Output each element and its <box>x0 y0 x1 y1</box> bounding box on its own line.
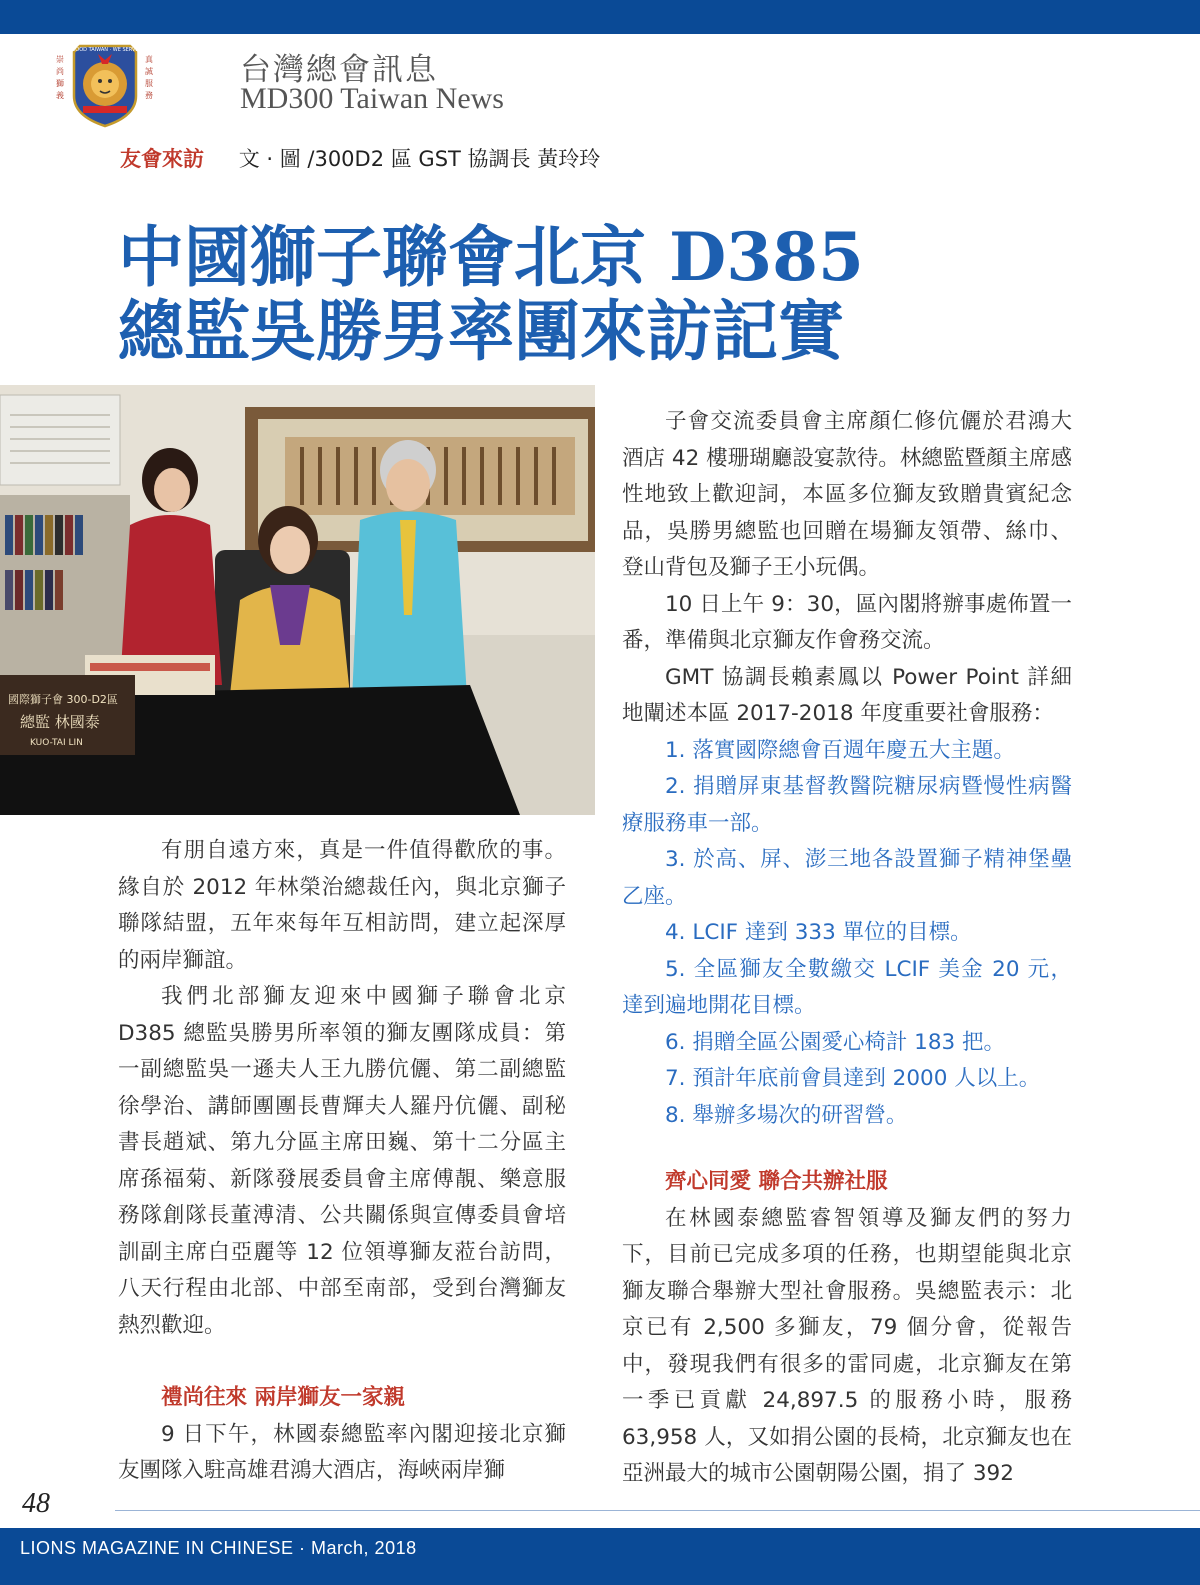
top-color-bar <box>0 0 1200 34</box>
svg-text:務: 務 <box>145 91 153 100</box>
list-item: 5. 全區獅友全數繳交 LCIF 美金 20 元，達到遍地開花目標。 <box>622 956 1072 1018</box>
page-number: 48 <box>22 1488 50 1519</box>
lions-md300-logo <box>50 40 160 128</box>
svg-text:真: 真 <box>145 55 153 64</box>
svg-text:義: 義 <box>56 91 64 100</box>
byline <box>120 143 600 173</box>
svg-text:GOOD TAIWAN · WE SERVE: GOOD TAIWAN · WE SERVE <box>71 47 139 53</box>
list-item: 4. LCIF 達到 333 單位的目標。 <box>665 920 972 945</box>
paragraph: 在林國泰總監睿智領導及獅友們的努力下，目前已完成多項的任務，也期望能與北京獅友聯合舉辦大型社會服務。吳總監表示：北京已有 2,500 多獅友，79 個分會，從報告中，發現我們有很多的雷同處，北京獅友在第一季已貢獻 24,897.5 的服務小時，服務 63,958 人，又如捐公園的長椅，北京獅友也在亞洲最大的城市公園朝陽公園，捐了 392 <box>622 1205 1072 1486</box>
article-title-line-1: 中國獅子聯會北京 D385 <box>118 218 864 296</box>
section-title-en: MD300 Taiwan News <box>240 82 504 115</box>
section-title-zh: 台灣總會訊息 <box>240 52 438 88</box>
paragraph: 子會交流委員會主席顏仁修伉儷於君鴻大酒店 42 樓珊瑚廳設宴款待。林總監暨顏主席感性地致上歡迎詞，本區多位獅友致贈貴賓紀念品，吳勝男總監也回贈在場獅友領帶、絲巾、登山背包及獅子王小玩偶。 <box>622 409 1072 580</box>
list-item: 2. 捐贈屏東基督教醫院糖尿病暨慢性病醫療服務車一部。 <box>622 774 1072 836</box>
svg-text:崇: 崇 <box>56 55 64 64</box>
paragraph: 9 日下午，林國泰總監率內閣迎接北京獅友團隊入駐高雄君鴻大酒店，海峽兩岸獅 <box>118 1421 566 1483</box>
article-title-line-2: 總監吳勝男率團來訪記實 <box>118 292 844 370</box>
article-left-column <box>118 833 566 1490</box>
svg-text:尚: 尚 <box>56 67 64 76</box>
subheading: 禮尚往來 兩岸獅友一家親 <box>161 1385 405 1410</box>
list-item: 1. 落實國際總會百週年慶五大主題。 <box>665 737 1015 763</box>
svg-text:獅: 獅 <box>56 79 64 88</box>
article-category: 友會來訪 <box>120 147 204 171</box>
footer-divider <box>115 1510 1200 1511</box>
svg-text:國際獅子會 300-D2區: 國際獅子會 300-D2區 <box>8 693 118 706</box>
svg-text:KUO-TAI LIN: KUO-TAI LIN <box>30 738 83 748</box>
list-item: 7. 預計年底前會員達到 2000 人以上。 <box>665 1066 1041 1091</box>
subheading: 齊心同愛 聯合共辦社服 <box>665 1169 888 1194</box>
paragraph: 有朋自遠方來，真是一件值得歡欣的事。緣自於 2012 年林榮治總裁任內，與北京獅子聯隊結盟，五年來每年互相訪問，建立起深厚的兩岸獅誼。 <box>118 838 566 973</box>
magazine-footer: LIONS MAGAZINE IN CHINESE · March, 2018 <box>20 1538 417 1558</box>
paragraph: GMT 協調長賴素鳳以 Power Point 詳細地闡述本區 2017-2018 年度重要社會服務： <box>622 664 1072 726</box>
svg-text:誠: 誠 <box>145 67 153 76</box>
list-item: 6. 捐贈全區公園愛心椅計 183 把。 <box>665 1029 1006 1055</box>
svg-text:總監 林國泰: 總監 林國泰 <box>20 713 100 731</box>
article-author: 文 · 圖 /300D2 區 GST 協調長 黃玲玲 <box>238 147 601 171</box>
list-item: 3. 於高、屏、澎三地各設置獅子精神堡壘乙座。 <box>622 847 1072 909</box>
list-item: 8. 舉辦多場次的研習營。 <box>665 1102 908 1128</box>
article-title <box>118 220 864 368</box>
group-photo <box>0 385 595 815</box>
article-right-column <box>622 404 1072 1493</box>
paragraph: 10 日上午 9：30，區內閣將辦事處佈置一番，準備與北京獅友作會務交流。 <box>622 591 1072 653</box>
svg-text:服: 服 <box>145 79 153 88</box>
paragraph: 我們北部獅友迎來中國獅子聯會北京 D385 總監吳勝男所率領的獅友團隊成員：第一副總監吳一遜夫人王九勝伉儷、第二副總監徐學治、講師團團長曹輝夫人羅丹伉儷、副秘書長趙斌、第九分區主席田巍、第十二分區主席孫福菊、新隊發展委員會主席傅靚、樂意服務隊創隊長董溥清、公共關係與宣傳委員會培訓副主席白亞麗等 12 位領導獅友蒞台訪問，八天行程由北部、中部至南部，受到台灣獅友熱烈歡迎。 <box>118 984 566 1338</box>
